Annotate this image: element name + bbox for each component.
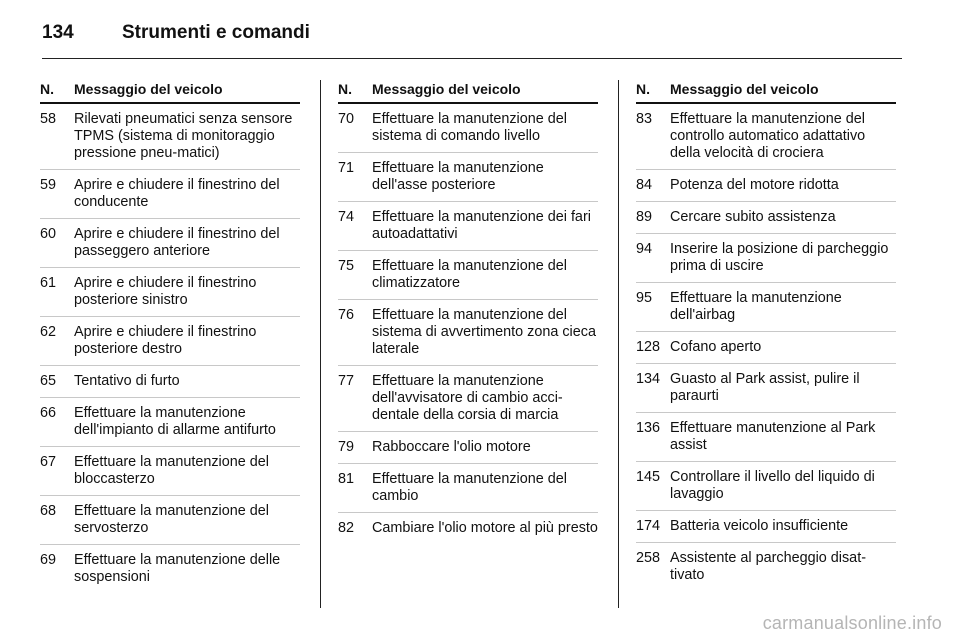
table-row (40, 552, 300, 593)
table-row (338, 160, 598, 202)
message-text: Effettuare la manutenzione delle sospensioni (74, 552, 281, 585)
message-number: 74 (338, 209, 355, 225)
message-number: 81 (338, 471, 355, 487)
message-number: 94 (636, 241, 653, 257)
message-number: 258 (636, 550, 661, 566)
message-number: 66 (40, 405, 57, 421)
message-number: 59 (40, 177, 57, 193)
table-row (338, 209, 598, 251)
message-text: Effettuare la manutenzione del climatizzatore (372, 258, 567, 291)
header-divider (42, 58, 902, 59)
header-number: N. (636, 81, 650, 97)
table-row (636, 209, 896, 234)
table-row (40, 111, 300, 170)
page-number: 134 (42, 22, 74, 43)
message-table-column-1 (40, 80, 300, 600)
message-text: Effettuare la manutenzione dei fari autoadattativi (372, 209, 591, 242)
message-number: 61 (40, 275, 57, 291)
column-header (636, 80, 896, 104)
table-row (40, 324, 300, 366)
table-row (636, 339, 896, 364)
message-number: 71 (338, 160, 355, 176)
message-text: Effettuare la manutenzione del sistema di avvertimento zona cieca laterale (372, 307, 596, 357)
table-row (40, 503, 300, 545)
header-number: N. (40, 81, 54, 97)
message-text: Aprire e chiudere il finestrino posteriore destro (74, 324, 257, 357)
message-number: 145 (636, 469, 661, 485)
message-table-column-2 (338, 80, 598, 551)
message-text: Rilevati pneumatici senza sensore TPMS (sistema di monitoraggio pressione pneu-matici) (74, 111, 293, 161)
table-row (338, 439, 598, 464)
message-number: 67 (40, 454, 57, 470)
table-row (636, 241, 896, 283)
table-row (40, 177, 300, 219)
table-row (338, 307, 598, 366)
column-header (338, 80, 598, 104)
table-row (338, 520, 598, 544)
message-number: 83 (636, 111, 653, 127)
table-row (40, 226, 300, 268)
table-row (40, 275, 300, 317)
message-number: 95 (636, 290, 653, 306)
page-header (42, 18, 310, 48)
message-text: Effettuare la manutenzione dell'airbag (670, 290, 842, 323)
table-row (636, 550, 896, 591)
message-number: 75 (338, 258, 355, 274)
message-text: Aprire e chiudere il finestrino posteriore sinistro (74, 275, 257, 308)
table-row (636, 177, 896, 202)
table-row (40, 454, 300, 496)
message-text: Inserire la posizione di parcheggio prima di uscire (670, 241, 889, 274)
message-text: Controllare il livello del liquido di lavaggio (670, 469, 875, 502)
message-table-column-3 (636, 80, 896, 598)
header-message: Messaggio del veicolo (372, 81, 521, 97)
message-text: Effettuare la manutenzione del servosterzo (74, 503, 269, 536)
message-text: Effettuare manutenzione al Park assist (670, 420, 876, 453)
message-number: 58 (40, 111, 57, 127)
message-number: 128 (636, 339, 661, 355)
header-message: Messaggio del veicolo (74, 81, 223, 97)
table-row (40, 373, 300, 398)
message-number: 77 (338, 373, 355, 389)
message-number: 76 (338, 307, 355, 323)
column-header (40, 80, 300, 104)
table-row (636, 420, 896, 462)
message-number: 69 (40, 552, 57, 568)
message-text: Effettuare la manutenzione dell'avvisatore di cambio acci-dentale della corsia di marcia (372, 373, 563, 423)
table-row (338, 471, 598, 513)
table-row (636, 469, 896, 511)
table-row (338, 111, 598, 153)
message-text: Cambiare l'olio motore al più presto (372, 520, 598, 536)
header-number: N. (338, 81, 352, 97)
message-number: 134 (636, 371, 661, 387)
header-message: Messaggio del veicolo (670, 81, 819, 97)
message-number: 79 (338, 439, 355, 455)
message-number: 60 (40, 226, 57, 242)
message-text: Aprire e chiudere il finestrino del passeggero anteriore (74, 226, 280, 259)
table-row (636, 290, 896, 332)
message-text: Effettuare la manutenzione del bloccasterzo (74, 454, 269, 487)
message-text: Effettuare la manutenzione del cambio (372, 471, 567, 504)
message-text: Batteria veicolo insufficiente (670, 518, 849, 534)
table-row (338, 373, 598, 432)
column-divider (320, 80, 321, 608)
message-text: Potenza del motore ridotta (670, 177, 839, 193)
page-title: Strumenti e comandi (122, 22, 310, 43)
message-text: Guasto al Park assist, pulire il paraurti (670, 371, 860, 404)
message-number: 82 (338, 520, 355, 536)
message-number: 84 (636, 177, 653, 193)
message-text: Effettuare la manutenzione dell'impianto di allarme antifurto (74, 405, 276, 438)
message-text: Aprire e chiudere il finestrino del conducente (74, 177, 280, 210)
message-text: Effettuare la manutenzione del controllo automatico adattativo della velocità di crociera (670, 111, 866, 161)
message-text: Tentativo di furto (74, 373, 180, 389)
table-row (40, 405, 300, 447)
message-number: 68 (40, 503, 57, 519)
message-text: Effettuare la manutenzione del sistema di comando livello (372, 111, 567, 144)
message-text: Effettuare la manutenzione dell'asse posteriore (372, 160, 544, 193)
message-number: 70 (338, 111, 355, 127)
message-text: Assistente al parcheggio disat-tivato (670, 550, 866, 583)
message-text: Cercare subito assistenza (670, 209, 836, 225)
table-row (338, 258, 598, 300)
table-row (636, 518, 896, 543)
watermark: carmanualsonline.info (762, 613, 942, 633)
message-number: 136 (636, 420, 661, 436)
message-number: 89 (636, 209, 653, 225)
table-row (636, 111, 896, 170)
message-number: 174 (636, 518, 661, 534)
message-number: 62 (40, 324, 57, 340)
message-text: Cofano aperto (670, 339, 762, 355)
message-number: 65 (40, 373, 57, 389)
column-divider (618, 80, 619, 608)
message-text: Rabboccare l'olio motore (372, 439, 531, 455)
table-row (636, 371, 896, 413)
